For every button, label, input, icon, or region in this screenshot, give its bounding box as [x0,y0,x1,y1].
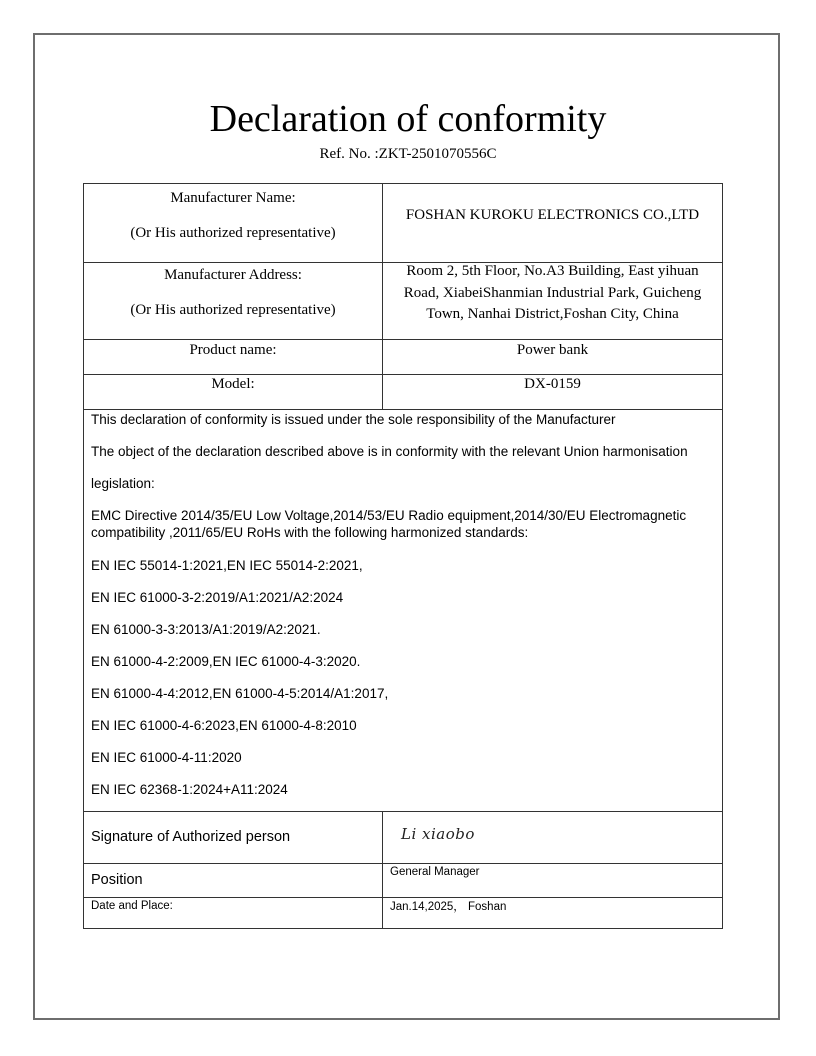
row-product-name [84,339,722,375]
standard-item: EN IEC 62368-1:2024+A11:2024 [91,782,288,797]
standard-item: EN IEC 61000-4-6:2023,EN 61000-4-8:2010 [91,718,357,733]
declaration-line-2: The object of the declaration described above is in conformity with the relevant Union harmonisation [91,444,688,459]
standard-item: EN IEC 61000-4-11:2020 [91,750,242,765]
product-name-value-cell [383,339,722,374]
standard-item: EN 61000-4-4:2012,EN 61000-4-5:2014/A1:2017, [91,686,389,701]
row-manufacturer-name [84,184,722,263]
model-value-cell [383,374,722,409]
manufacturer-name-label-cell [84,184,383,262]
row-model [84,374,722,410]
manufacturer-name-sublabel: (Or His authorized representative) [130,225,336,241]
standard-item: EN 61000-3-3:2013/A1:2019/A2:2021. [91,622,321,637]
date-place-value: Jan.14,2025， Foshan [390,901,507,913]
signature-label: Signature of Authorized person [91,829,291,845]
standard-item: EN IEC 61000-3-2:2019/A1:2021/A2:2024 [91,590,344,605]
declaration-directives-line-1: EMC Directive 2014/35/EU Low Voltage,2014/53/EU Radio equipment,2014/30/EU Electromagnetic [91,508,687,523]
row-signature [84,811,722,864]
date-place-label-cell [84,897,383,928]
model-value: DX-0159 [524,376,581,392]
position-label-cell [84,863,383,897]
manufacturer-address-line3: Town, Nanhai District,Foshan City, China [426,306,679,322]
row-manufacturer-address [84,262,722,340]
position-value: General Manager [390,866,480,878]
date-place-label: Date and Place: [91,900,173,912]
model-label-cell [84,374,383,409]
declaration-table [83,183,723,929]
row-declaration [84,409,722,812]
reference-number: Ref. No. :ZKT-2501070556C [319,146,497,162]
manufacturer-address-sublabel: (Or His authorized representative) [130,302,336,318]
document-title: Declaration of conformity [209,98,607,140]
signature-label-cell [84,811,383,863]
position-value-cell [383,863,722,897]
manufacturer-address-line1: Room 2, 5th Floor, No.A3 Building, East yihuan [406,263,699,279]
manufacturer-name-value: FOSHAN KUROKU ELECTRONICS CO.,LTD [405,207,700,223]
manufacturer-name-value-cell [383,184,722,262]
declaration-line-3: legislation: [91,476,155,491]
row-position [84,863,722,898]
standard-item: EN 61000-4-2:2009,EN IEC 61000-4-3:2020. [91,654,361,669]
signature-value-cell [383,811,722,863]
manufacturer-address-label-cell [84,262,383,339]
row-date-place [84,897,722,928]
manufacturer-address-line2: Road, XiabeiShanmian Industrial Park, Guicheng [403,285,702,301]
date-place-value-cell [383,897,722,928]
product-name-value: Power bank [516,342,589,358]
manufacturer-name-label: Manufacturer Name: [170,190,296,206]
manufacturer-address-value-cell [383,262,722,339]
product-name-label: Product name: [189,342,277,358]
product-name-label-cell [84,339,383,374]
declaration-line-1: This declaration of conformity is issued under the sole responsibility of the Manufacturer [91,412,616,427]
handwritten-signature: Li xiaobo [401,825,475,843]
manufacturer-address-label: Manufacturer Address: [164,267,302,283]
declaration-directives-line-2: compatibility ,2011/65/EU RoHs with the following harmonized standards: [91,525,529,540]
model-label: Model: [211,376,255,392]
standard-item: EN IEC 55014-1:2021,EN IEC 55014-2:2021, [91,558,363,573]
position-label: Position [91,872,143,888]
